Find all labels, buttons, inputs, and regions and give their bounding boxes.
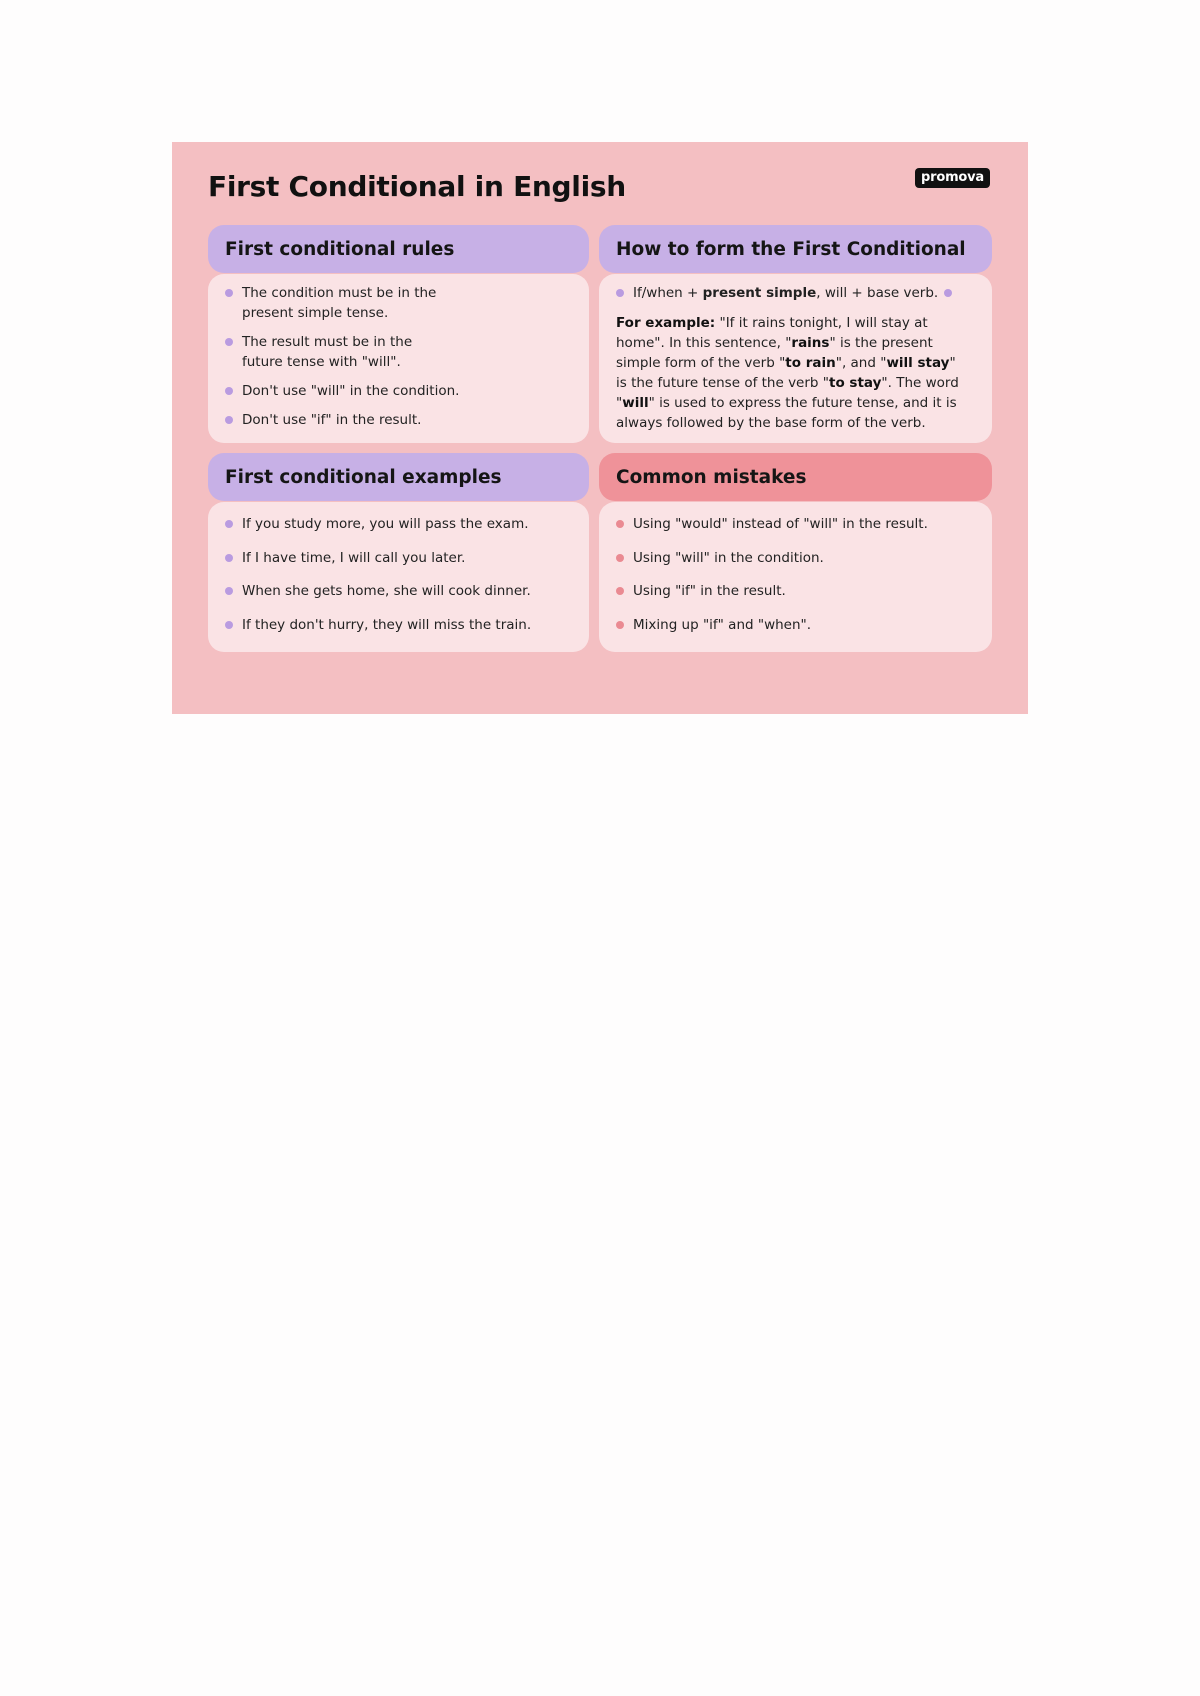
explanation-bold: will stay bbox=[886, 355, 950, 371]
explanation-text: " is the present simple form of the verb " bbox=[616, 335, 933, 371]
rules-item-text: Don't use "if" in the result. bbox=[242, 412, 422, 428]
bullet-dot-icon bbox=[225, 520, 233, 528]
bullet-dot-icon bbox=[616, 587, 624, 595]
bullet-dot-icon bbox=[225, 621, 233, 629]
bullet-dot-icon bbox=[225, 289, 233, 297]
mistakes-item-text: Using "if" in the result. bbox=[633, 583, 786, 599]
list-item bbox=[225, 410, 572, 430]
list-item bbox=[225, 581, 572, 601]
mistakes-item-text: Mixing up "if" and "when". bbox=[633, 616, 812, 633]
bullet-dot-icon bbox=[616, 621, 624, 629]
example-sentence: "If it rains tonight, I will stay at home". bbox=[616, 315, 928, 351]
rules-heading: First conditional rules bbox=[208, 225, 589, 273]
infographic-card bbox=[172, 142, 1028, 714]
rules-item-text: The condition must be in the present simple tense. bbox=[242, 285, 437, 321]
example-label: For example: bbox=[616, 315, 716, 331]
bullet-dot-icon bbox=[616, 554, 624, 562]
list-item bbox=[225, 381, 572, 401]
examples-item-text: When she gets home, she will cook dinner. bbox=[242, 583, 531, 599]
formula-text: If/when + bbox=[633, 285, 703, 301]
explanation-text: " is used to express the future tense, and it is always followed by the base form of the verb. bbox=[616, 395, 957, 431]
bullet-dot-icon bbox=[225, 387, 233, 395]
promova-logo: promova bbox=[915, 168, 990, 188]
examples-item-text: If they don't hurry, they will miss the train. bbox=[242, 616, 532, 633]
page-title: First Conditional in English bbox=[208, 170, 626, 203]
bullet-dot-icon bbox=[225, 554, 233, 562]
bullet-dot-icon bbox=[616, 520, 624, 528]
bullet-dot-icon bbox=[944, 289, 952, 297]
mistakes-heading: Common mistakes bbox=[599, 453, 992, 501]
explanation-text: " is the future tense of the verb " bbox=[616, 355, 956, 391]
explanation-bold: to stay bbox=[828, 375, 882, 391]
mistakes-section bbox=[599, 453, 992, 652]
rules-section bbox=[208, 225, 589, 443]
list-item bbox=[225, 283, 442, 323]
list-item bbox=[225, 548, 572, 568]
rules-panel bbox=[208, 274, 589, 443]
list-item bbox=[225, 332, 422, 372]
rules-item-text: Don't use "will" in the condition. bbox=[242, 383, 460, 399]
explanation-text: ", and " bbox=[835, 355, 887, 371]
explanation-bold: will bbox=[622, 395, 649, 411]
mistakes-item-text: Using "would" instead of "will" in the result. bbox=[633, 516, 928, 532]
bullet-dot-icon bbox=[225, 338, 233, 346]
list-item bbox=[225, 514, 572, 534]
examples-item-text: If I have time, I will call you later. bbox=[242, 549, 466, 566]
list-item bbox=[616, 615, 975, 635]
explanation-bold: to rain bbox=[785, 355, 836, 371]
form-section bbox=[599, 225, 992, 443]
explanation-text: In this sentence, " bbox=[669, 335, 792, 351]
formula-line bbox=[616, 283, 975, 303]
examples-item-text: If you study more, you will pass the exam. bbox=[242, 516, 529, 532]
example-explanation bbox=[616, 313, 968, 433]
mistakes-item-text: Using "will" in the condition. bbox=[633, 549, 824, 566]
rules-item-text: The result must be in the future tense with "will". bbox=[242, 334, 413, 370]
list-item bbox=[616, 514, 975, 534]
formula-text: , will + base verb. bbox=[816, 285, 939, 301]
form-heading: How to form the First Conditional bbox=[599, 225, 992, 273]
rules-list bbox=[225, 283, 572, 430]
bullet-dot-icon bbox=[225, 587, 233, 595]
list-item bbox=[616, 581, 975, 601]
bullet-dot-icon bbox=[616, 289, 624, 297]
formula-bold: present simple bbox=[702, 285, 817, 301]
examples-section bbox=[208, 453, 589, 652]
mistakes-panel bbox=[599, 502, 992, 652]
bullet-dot-icon bbox=[225, 416, 233, 424]
explanation-bold: rains bbox=[791, 335, 830, 351]
mistakes-list bbox=[616, 514, 975, 635]
explanation-text: ". The word " bbox=[616, 375, 959, 411]
examples-heading: First conditional examples bbox=[208, 453, 589, 501]
list-item bbox=[225, 615, 572, 635]
list-item bbox=[616, 548, 975, 568]
examples-list bbox=[225, 514, 572, 635]
form-panel bbox=[599, 274, 992, 443]
examples-panel bbox=[208, 502, 589, 652]
